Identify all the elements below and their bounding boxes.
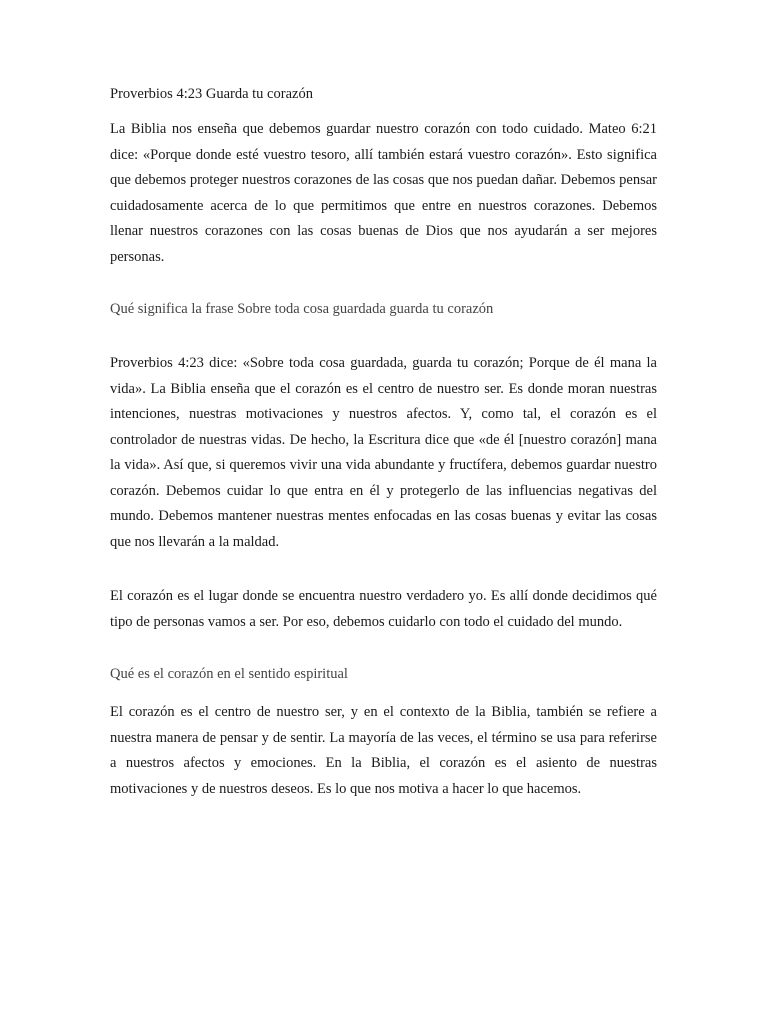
paragraph-true-self: El corazón es el lugar donde se encuentra nuestro verdadero yo. Es allí donde decidimos qué tipo de personas vamos a ser. Por eso, debemos cuidarlo con todo el cuidado del mundo. bbox=[110, 588, 657, 630]
section-heading-spiritual: Qué es el corazón en el sentido espiritual bbox=[110, 666, 348, 682]
paragraph-spiritual: El corazón es el centro de nuestro ser, y en el contexto de la Biblia, también se refiere a nuestra manera de pensar y de sentir. La mayoría de las veces, el término se usa para referirse a nuestros afectos y emociones. En la Biblia, el corazón es el asiento de nuestras motivaciones y de nuestros deseos. Es lo que nos motiva a hacer lo que hacemos. bbox=[110, 704, 657, 797]
document-page bbox=[110, 84, 657, 802]
document-title: Proverbios 4:23 Guarda tu corazón bbox=[110, 86, 313, 102]
section-heading-meaning: Qué significa la frase Sobre toda cosa guardada guarda tu corazón bbox=[110, 301, 494, 317]
paragraph-intro: La Biblia nos enseña que debemos guardar nuestro corazón con todo cuidado. Mateo 6:21 dice: «Porque donde esté vuestro tesoro, allí también estará vuestro corazón». Esto significa que debemos proteger nuestros corazones de las cosas que nos puedan dañar. Debemos pensar cuidadosamente acerca de lo que permitimos que entre en nuestros corazones. Debemos llenar nuestros corazones con las cosas buenas de Dios que nos ayudarán a ser mejores personas. bbox=[110, 121, 657, 265]
paragraph-proverbs: Proverbios 4:23 dice: «Sobre toda cosa guardada, guarda tu corazón; Porque de él mana la vida». La Biblia enseña que el corazón es el centro de nuestro ser. Es donde moran nuestras intenciones, nuestras motivaciones y nuestros afectos. Y, como tal, el corazón es el controlador de nuestras vidas. De hecho, la Escritura dice que «de él [nuestro corazón] mana la vida». Así que, si queremos vivir una vida abundante y fructífera, debemos guardar nuestro corazón. Debemos cuidar lo que entra en él y protegerlo de las influencias negativas del mundo. Debemos mantener nuestras mentes enfocadas en las cosas buenas y evitar las cosas que nos llevarán a la maldad. bbox=[110, 355, 657, 550]
